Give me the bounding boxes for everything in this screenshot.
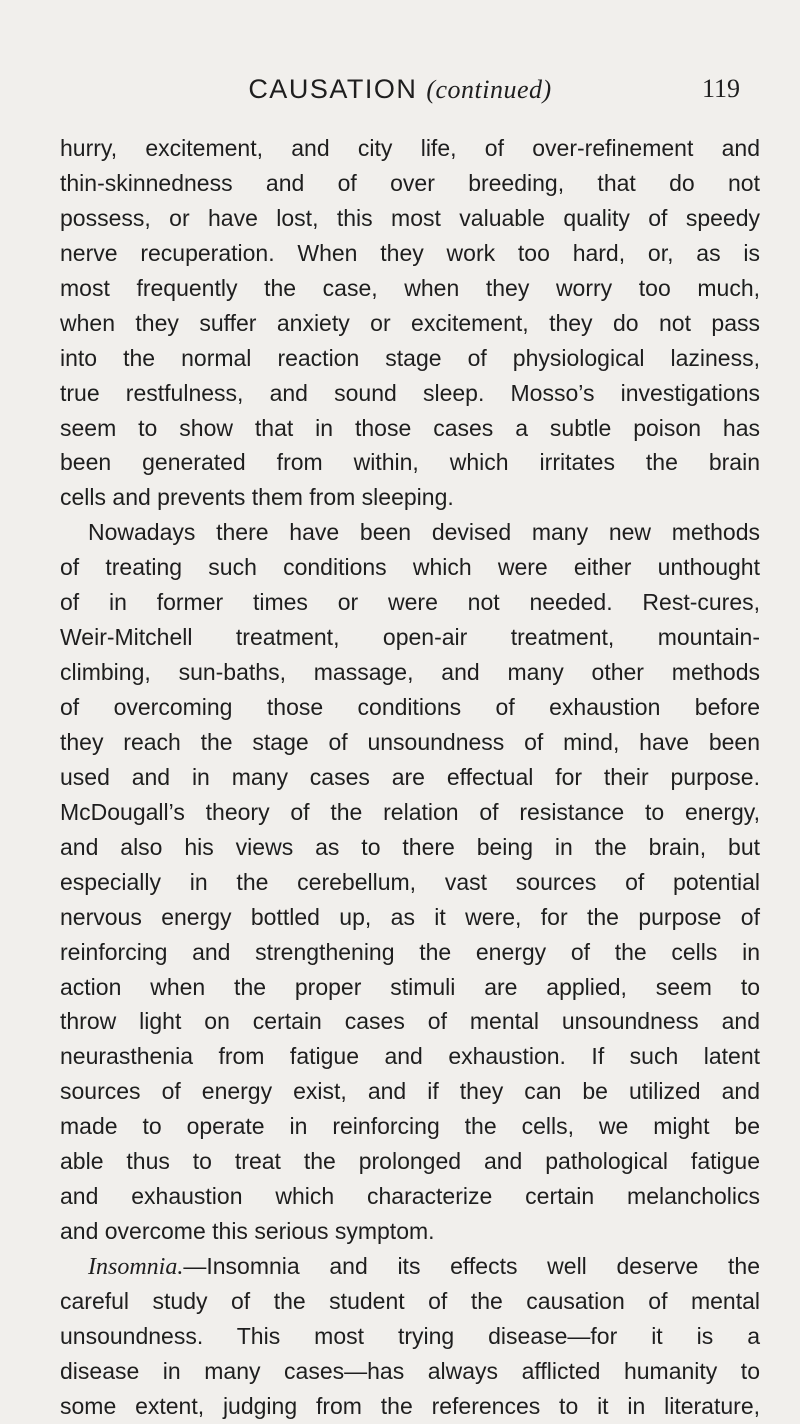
text-line: hurry, excitement, and city life, of over-refinement and <box>60 135 760 161</box>
running-header <box>60 72 740 112</box>
text-line: neurasthenia from fatigue and exhaustion. If such latent <box>60 1043 760 1070</box>
text-line: unsoundness. This most trying disease—for it is a <box>60 1322 760 1349</box>
text-line: climbing, sun-baths, massage, and many other methods <box>60 659 760 686</box>
text-line: when they suffer anxiety or excitement, they do not pass <box>60 309 760 336</box>
text-line: cells and prevents them from sleeping. <box>60 484 454 511</box>
text-line: sources of energy exist, and if they can be utilized and <box>60 1078 760 1105</box>
text-line: reinforcing and strengthening the energy of the cells in <box>60 938 760 965</box>
text-line: Weir-Mitchell treatment, open-air treatment, mountain- <box>60 624 760 651</box>
text-line: into the normal reaction stage of physiological laziness, <box>60 344 760 371</box>
text-line: true restfulness, and sound sleep. Mosso’s investigations <box>60 379 760 406</box>
chapter-title-text: CAUSATION <box>248 74 418 104</box>
text-line: action when the proper stimuli are applied, seem to <box>60 973 760 1000</box>
text-line: and exhaustion which characterize certain melancholics <box>60 1183 760 1210</box>
text-line: of treating such conditions which were either unthought <box>60 554 760 581</box>
text-line: thin-skinnedness and of over breeding, that do not <box>60 169 760 196</box>
text-line: nerve recuperation. When they work too hard, or, as is <box>60 239 760 266</box>
body-text <box>60 131 760 1424</box>
text-line: disease in many cases—has always afflicted humanity to <box>60 1357 760 1384</box>
insomnia-heading: Insomnia. <box>88 1254 184 1280</box>
text-line: Nowadays there have been devised many new methods <box>88 519 760 546</box>
text-line: they reach the stage of unsoundness of mind, have been <box>60 728 760 755</box>
insomnia-line-text: —Insomnia and its effects well deserve the <box>183 1253 760 1279</box>
text-line: and also his views as to there being in the brain, but <box>60 833 760 860</box>
text-line: possess, or have lost, this most valuable quality of speedy <box>60 204 760 231</box>
text-line: careful study of the student of the causation of mental <box>60 1287 760 1314</box>
text-line: of in former times or were not needed. Rest-cures, <box>60 589 760 616</box>
text-line: able thus to treat the prolonged and pathological fatigue <box>60 1148 760 1175</box>
text-line: McDougall’s theory of the relation of resistance to energy, <box>60 798 760 825</box>
text-line: used and in many cases are effectual for their purpose. <box>60 763 760 790</box>
text-line: most frequently the case, when they worry too much, <box>60 274 760 301</box>
continued-label: (continued) <box>426 75 552 104</box>
page-number: 119 <box>701 74 740 103</box>
text-line: been generated from within, which irritates the brain <box>60 449 760 476</box>
text-line: of overcoming those conditions of exhaustion before <box>60 694 760 720</box>
text-line: nervous energy bottled up, as it were, for the purpose of <box>60 903 760 930</box>
text-line-insomnia <box>60 1249 760 1284</box>
chapter-title <box>60 72 740 107</box>
text-line: seem to show that in those cases a subtle poison has <box>60 414 760 441</box>
text-line: especially in the cerebellum, vast sources of potential <box>60 868 760 895</box>
text-line: some extent, judging from the references to it in literature, <box>60 1392 760 1419</box>
text-line: and overcome this serious symptom. <box>60 1218 435 1245</box>
text-line: throw light on certain cases of mental unsoundness and <box>60 1008 760 1035</box>
text-line: made to operate in reinforcing the cells, we might be <box>60 1113 760 1140</box>
